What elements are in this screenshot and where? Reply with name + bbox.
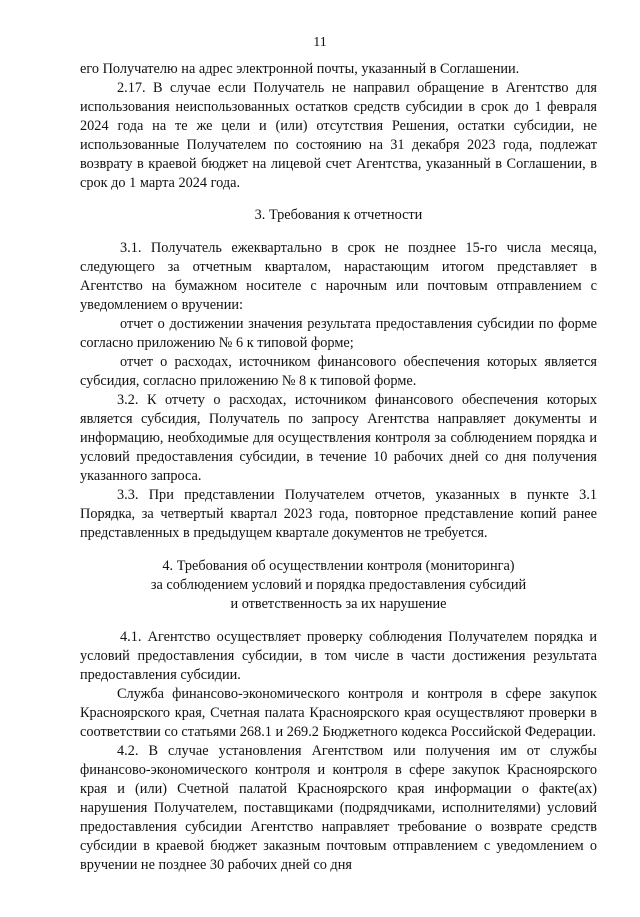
paragraph-control-service: Служба финансово-экономического контроля и контроля в сфере закупок Красноярского края, Счетная палата Красноярского края осуществляют проверки в соответствии со статьями 268.1 и 269.2 Бюджетного кодекса Российской Федерации. — [80, 686, 597, 740]
document-body — [80, 60, 597, 875]
paragraph-report-expenses: отчет о расходах, источником финансового обеспечения которых является субсидия, согласно приложению № 8 к типовой форме. — [80, 354, 597, 389]
section-4-heading-line-3: и ответственность за их нарушение — [230, 596, 447, 612]
paragraph-3-3: 3.3. При представлении Получателем отчетов, указанных в пункте 3.1 Порядка, за четвертый квартал 2023 года, повторное представление копий ранее представленных в предыдущем квартале документов не требуется. — [80, 487, 597, 541]
paragraph-report-result: отчет о достижении значения результата предоставления субсидии по форме согласно приложению № 6 к типовой форме; — [80, 316, 597, 351]
section-3-heading: 3. Требования к отчетности — [254, 207, 423, 223]
paragraph-3-1: 3.1. Получатель ежеквартально в срок не позднее 15-го числа месяца, следующего за отчетным кварталом, нарастающим итогом представляет в Агентство на бумажном носителе с нарочным или почтовым отправлением с уведомлением о вручении: — [80, 240, 597, 313]
page-number: 11 — [313, 35, 327, 50]
section-4-heading-line-2: за соблюдением условий и порядка предоставления субсидий — [150, 577, 527, 593]
paragraph-4-1: 4.1. Агентство осуществляет проверку соблюдения Получателем порядка и условий предоставления субсидии, в том числе в части достижения результата предоставления субсидии. — [80, 629, 597, 683]
section-4-heading — [80, 557, 597, 614]
paragraph-4-2: 4.2. В случае установления Агентством или получения им от службы финансово-экономического контроля и контроля в сфере закупок Красноярского края и (или) Счетной палатой Красноярского края информации о факте(ах) нарушения Получателем, поставщиками (подрядчиками, исполнителями) условий предоставления субсидии Агентство направляет требование о возврате средств субсидии в краевой бюджет заказным почтовым отправлением с уведомлением о вручении не позднее 30 рабочих дней со дня — [80, 743, 597, 873]
paragraph-2-17: 2.17. В случае если Получатель не направил обращение в Агентство для использования неиспользованных остатков средств субсидии в срок до 1 февраля 2024 года на те же цели и (или) отсутствия Решения, остатки субсидии, не использованные Получателем по состоянию на 31 декабря 2023 года, подлежат возврату в краевой бюджет на лицевой счет Агентства, указанный в Соглашении, в срок до 1 марта 2024 года. — [80, 80, 597, 191]
paragraph-3-2: 3.2. К отчету о расходах, источником финансового обеспечения которых является субсидия, Получатель по запросу Агентства направляет документы и информацию, необходимые для осуществления контроля за соблюдением порядка и условий предоставления субсидии, в течение 10 рабочих дней со дня получения указанного запроса. — [80, 392, 597, 484]
section-4-heading-line-1: 4. Требования об осуществлении контроля (мониторинга) — [162, 558, 515, 574]
paragraph-continuation: его Получателю на адрес электронной почты, указанный в Соглашении. — [80, 61, 520, 77]
